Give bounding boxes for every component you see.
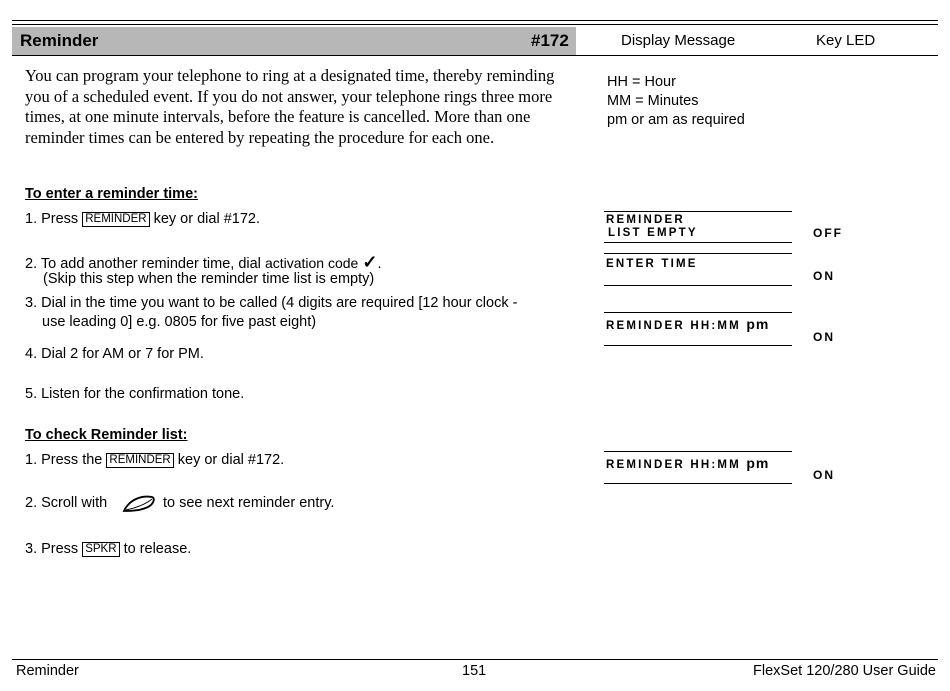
ampm-indicator: pm [746,455,770,471]
display-4-bottom [604,483,792,484]
display-text: REMINDER HH:MM [606,459,741,471]
display-2-top [604,253,792,254]
display-1-top [604,211,792,212]
spkr-key: SPKR [82,542,119,557]
enter-step-2 [25,253,382,289]
display-3-bottom [604,345,792,346]
enter-step-1 [25,210,260,229]
top-rule-thick [12,20,938,21]
legend-minutes: MM = Minutes [607,93,699,109]
activation-code-label: activation code [264,255,359,271]
step-note: (Skip this step when the reminder time list is empty) [43,271,375,287]
legend [607,73,745,130]
check-step-2 [25,494,107,513]
section-heading-enter: To enter a reminder time: [25,186,198,202]
display-4-line-1 [606,455,769,471]
page-title: Reminder [20,31,99,50]
check-step-3 [25,540,191,559]
led-status-2: ON [813,269,835,283]
step-text: 1. Press [25,211,83,227]
step-text: key or dial #172. [149,211,260,227]
step-text: key or dial #172. [173,452,285,468]
enter-step-5: 5. Listen for the confirmation tone. [25,386,245,402]
check-icon: ✓ [362,252,378,272]
display-1-bottom [604,242,792,243]
footer-rule [12,659,938,660]
display-3-top [604,312,792,313]
footer-section-name: Reminder [16,663,79,679]
legend-hour: HH = Hour [607,74,676,90]
header-underline [12,55,938,56]
step-text: use leading 0] e.g. 0805 for five past eight) [42,314,317,330]
led-status-4: ON [813,468,835,482]
column-key-led: Key LED [816,32,876,49]
step-text: 2. To add another reminder time, dial [25,256,265,272]
enter-step-3 [25,294,517,332]
footer-guide-name: FlexSet 120/280 User Guide [753,663,936,679]
reminder-key: REMINDER [106,453,173,468]
step-text: to release. [119,541,192,557]
reminder-key: REMINDER [82,212,149,227]
step-text: 1. Press the [25,452,107,468]
enter-step-4: 4. Dial 2 for AM or 7 for PM. [25,346,204,362]
led-status-3: ON [813,330,835,344]
led-status-1: OFF [813,226,843,240]
display-text: REMINDER HH:MM [606,320,741,332]
page-number: 151 [462,663,487,679]
display-4-top [604,451,792,452]
display-3-line-1 [606,316,769,332]
step-text: . [377,256,382,272]
display-1-line-2: LIST EMPTY [608,227,698,239]
legend-ampm: pm or am as required [607,112,745,128]
scroll-key-icon [121,494,157,514]
step-text: 2. Scroll with [25,495,108,511]
step-text: 3. Press [25,541,83,557]
ampm-indicator: pm [746,316,770,332]
top-rule-thin [12,24,938,25]
step-text: 3. Dial in the time you want to be called (4 digits are required [12 hour clock - [25,295,518,311]
display-2-line-1: ENTER TIME [606,258,698,270]
check-step-1 [25,451,284,470]
display-2-bottom [604,285,792,286]
display-1-line-1: REMINDER [606,214,685,226]
intro-paragraph: You can program your telephone to ring at a designated time, thereby reminding you of a scheduled event. If you do not answer, your telephone rings three more times, at one minute intervals, before the feature is cancelled. More than one reminder times can be entered by repeating the procedure for each one. [25,66,555,147]
feature-code: #172 [531,31,569,50]
check-step-2-rest: to see next reminder entry. [163,495,335,511]
column-display-message: Display Message [621,32,736,49]
section-heading-check: To check Reminder list: [25,427,188,443]
